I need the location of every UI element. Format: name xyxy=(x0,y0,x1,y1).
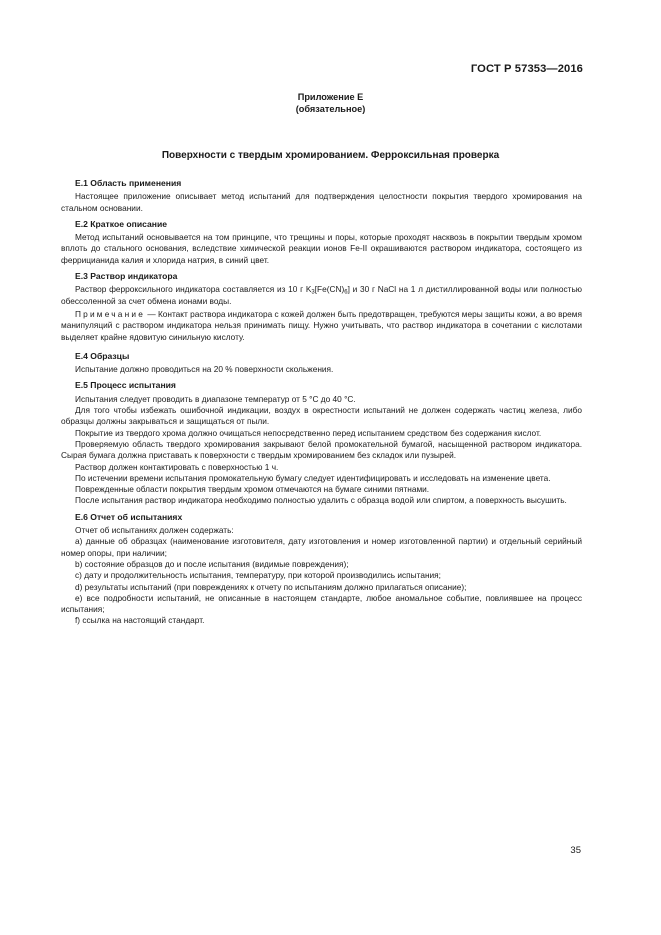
section-e5 xyxy=(61,380,582,506)
list-item: c) дату и продолжительность испытания, температуру, при которой производились испытания; xyxy=(75,570,441,581)
paragraph: Покрытие из твердого хрома должно очищаться непосредственно перед испытанием средством без содержания кислот. xyxy=(75,427,542,438)
section-e1 xyxy=(61,178,582,214)
paragraph: По истечении времени испытания промокательную бумагу следует идентифицировать и исследовать на изменение цвета. xyxy=(75,472,551,483)
section-heading: Е.3 Раствор индикатора xyxy=(75,271,178,282)
section-heading: Е.2 Краткое описание xyxy=(75,218,168,229)
page-title: Поверхности с твердым хромированием. Ферроксильная проверка xyxy=(161,150,500,161)
note-text: — Контакт раствора индикатора с кожей должен быть предотвращен, требуются меры защиты кожи, а во время манипуляций с раствором индикатора нельзя принимать пищу. Нужно учитывать, что раствор индикатора в сочетании с кислотами выделяет крайне ядовитую синильную кислоту. xyxy=(61,308,582,342)
annex-heading xyxy=(0,91,661,115)
section-e3 xyxy=(61,271,582,343)
list-item: a) данные об образцах (наименование изготовителя, дату изготовления и номер изготовленной партии) и отдельный серийный номер опоры, при наличии; xyxy=(61,536,582,558)
section-heading: Е.5 Процесс испытания xyxy=(75,380,176,391)
section-e2 xyxy=(61,219,582,266)
document-body xyxy=(61,178,582,627)
list-item: e) все подробности испытаний, не описанные в настоящем стандарте, любое аномальное событие, повлиявшее на процесс испытания; xyxy=(61,592,582,615)
paragraph: Проверяемую область твердого хромирования закрывают белой промокательной бумагой, насыщенной раствором индикатора. Сырая бумага должна приставать к поверхности с твердым хромированием без складок или пузырей. xyxy=(61,438,582,461)
list-item: d) результаты испытаний (при повреждениях к отчету по испытаниям должно прилагаться описание); xyxy=(75,581,467,592)
paragraph: После испытания раствор индикатора необходимо полностью удалить с образца водой или спиртом, а поверхность высушить. xyxy=(75,495,567,506)
section-e6 xyxy=(61,512,582,627)
paragraph: Метод испытаний основывается на том принципе, что трещины и поры, которые проходят насквозь в покрытии твердым хромом вплоть до стального основания, вследствие химической реакции ионов Fe-II окрашиваются раствором индикатора, состоящего из феррицианида калия и хлорида натрия, в синий цвет. xyxy=(61,232,582,265)
section-heading: Е.1 Область применения xyxy=(75,178,182,188)
paragraph-formula: Раствор ферроксильного индикатора составляется из 10 г $K_3[Fe(CN)_6]$ и 30 г NaCl на 1 л дистиллированной воды или полностью обессоленной за счет обмена ионами воды. xyxy=(61,284,582,306)
paragraph: Испытание должно проводиться на 20 % поверхности скольжения. xyxy=(75,364,334,375)
paragraph: Настоящее приложение описывает метод испытаний для подтверждения целостности покрытия твердого хромирования на стальном основании. xyxy=(61,191,582,213)
paragraph: Для того чтобы избежать ошибочной индикации, воздух в окрестности испытаний не должен содержать частиц железа, либо образцы должны закрываться и защищаться от пыли. xyxy=(61,405,582,427)
paragraph: Испытания следует проводить в диапазоне температур от 5 °С до 40 °С. xyxy=(75,393,356,404)
list-item: f) ссылка на настоящий стандарт. xyxy=(75,615,205,626)
paragraph: Раствор должен контактировать с поверхностью 1 ч. xyxy=(75,461,279,472)
section-heading: Е.4 Образцы xyxy=(75,350,130,361)
page-number: 35 xyxy=(570,845,581,856)
paragraph: Отчет об испытаниях должен содержать: xyxy=(75,525,234,536)
section-heading: Е.6 Отчет об испытаниях xyxy=(75,511,183,522)
note-label: Примечание xyxy=(75,308,146,319)
section-e4 xyxy=(61,351,582,376)
annex-title: Приложение Е xyxy=(297,92,364,102)
list-item: b) состояние образцов до и после испытания (видимые повреждения); xyxy=(75,558,349,569)
note xyxy=(61,309,582,343)
standard-number: ГОСТ Р 57353—2016 xyxy=(470,63,583,75)
annex-status: (обязательное) xyxy=(295,104,366,114)
paragraph: Поврежденные области покрытия твердым хромом отмечаются на бумаге синими пятнами. xyxy=(75,484,430,495)
